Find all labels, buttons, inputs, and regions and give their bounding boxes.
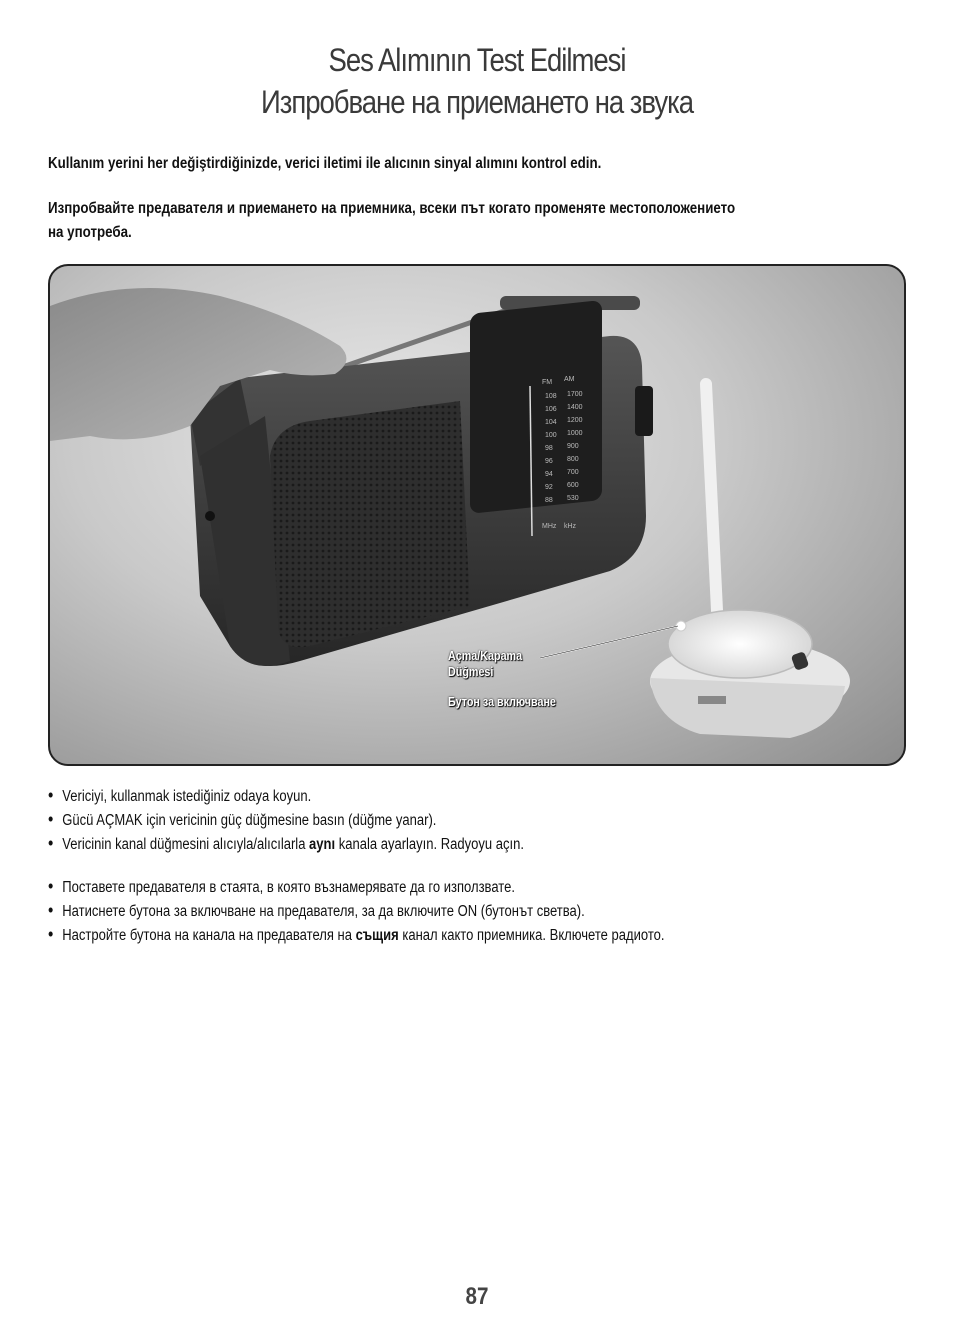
- dial-am-tick: 700: [567, 469, 579, 476]
- callout-power-button-tr: [448, 648, 522, 680]
- callout-tr-line2: Düğmesi: [448, 665, 494, 679]
- instructions-list-bg: [48, 875, 804, 947]
- list-item: [48, 923, 804, 947]
- page-title-bg: Изпробване на приемането на звука: [261, 84, 693, 120]
- list-item-text: Настройте бутона на канала на предавателя на: [62, 927, 356, 944]
- list-item: [48, 808, 804, 832]
- page-number: 87: [465, 1283, 489, 1310]
- callout-power-button-bg: Бутон за включване: [448, 695, 556, 709]
- product-photo: [48, 264, 906, 766]
- dial-am-tick: 800: [567, 456, 579, 463]
- dial-fm-tick: 104: [545, 419, 557, 426]
- list-item-text: Поставете предавателя в стаята, в която възнамерявате да го използвате.: [62, 879, 515, 896]
- dial-am-tick: 1000: [567, 430, 583, 437]
- dial-am-tick: 1400: [567, 404, 583, 411]
- dial-fm-tick: 96: [545, 458, 553, 465]
- intro-text-tr: Kullanım yerini her değiştirdiğinizde, verici iletimi ile alıcının sinyal alımını kontrol edin.: [48, 155, 602, 172]
- transmitter-logo: [698, 696, 726, 704]
- dial-label-fm: FM: [542, 379, 553, 386]
- radio-and-transmitter-illustration: [50, 266, 906, 766]
- list-item-text: kanala ayarlayın. Radyoyu açın.: [335, 836, 525, 853]
- list-item-emphasis: aynı: [309, 836, 336, 853]
- list-item: [48, 899, 804, 923]
- dial-fm-tick: 94: [545, 471, 553, 478]
- list-item-text: Vericinin kanal düğmesini alıcıyla/alıcılarla: [62, 836, 310, 853]
- dial-am-tick: 1700: [567, 391, 583, 398]
- dial-am-tick: 600: [567, 482, 579, 489]
- callout-line-outline: [540, 626, 678, 658]
- dial-fm-tick: 106: [545, 406, 557, 413]
- list-item-text: Vericiyi, kullanmak istediğiniz odaya koyun.: [62, 788, 312, 805]
- dial-fm-tick: 92: [545, 484, 553, 491]
- dial-label-am: AM: [564, 376, 575, 383]
- page-title-tr: Ses Alımının Test Edilmesi: [328, 42, 626, 78]
- transmitter-device: [650, 384, 850, 738]
- instructions-list-tr: [48, 784, 804, 856]
- dial-fm-tick: 88: [545, 497, 553, 504]
- dial-fm-tick: 108: [545, 393, 557, 400]
- list-item-text: Gücü AÇMAK için vericinin güç düğmesine basın (düğme yanar).: [62, 812, 437, 829]
- list-item: [48, 832, 804, 856]
- intro-text-bg-line1: Изпробвайте предавателя и приемането на приемника, всеки път когато променяте местоположението: [48, 200, 736, 217]
- dial-am-tick: 530: [567, 495, 579, 502]
- list-item: [48, 784, 804, 808]
- list-item-text: канал както приемника. Включете радиото.: [398, 927, 665, 944]
- list-item-emphasis: същия: [355, 927, 399, 944]
- dial-am-tick: 1200: [567, 417, 583, 424]
- dial-am-tick: 900: [567, 443, 579, 450]
- dial-fm-tick: 100: [545, 432, 557, 439]
- intro-text-bg: [48, 197, 856, 245]
- dial-label-khz: kHz: [564, 523, 577, 530]
- dial-fm-tick: 98: [545, 445, 553, 452]
- dial-label-mhz: MHz: [542, 523, 557, 530]
- intro-text-bg-line2: на употреба.: [48, 224, 132, 241]
- list-item: [48, 875, 804, 899]
- callout-tr-line1: Açma/Kapama: [448, 649, 523, 663]
- list-item-text: Натиснете бутона за включване на предавателя, за да включите ON (бутонът светва).: [62, 903, 585, 920]
